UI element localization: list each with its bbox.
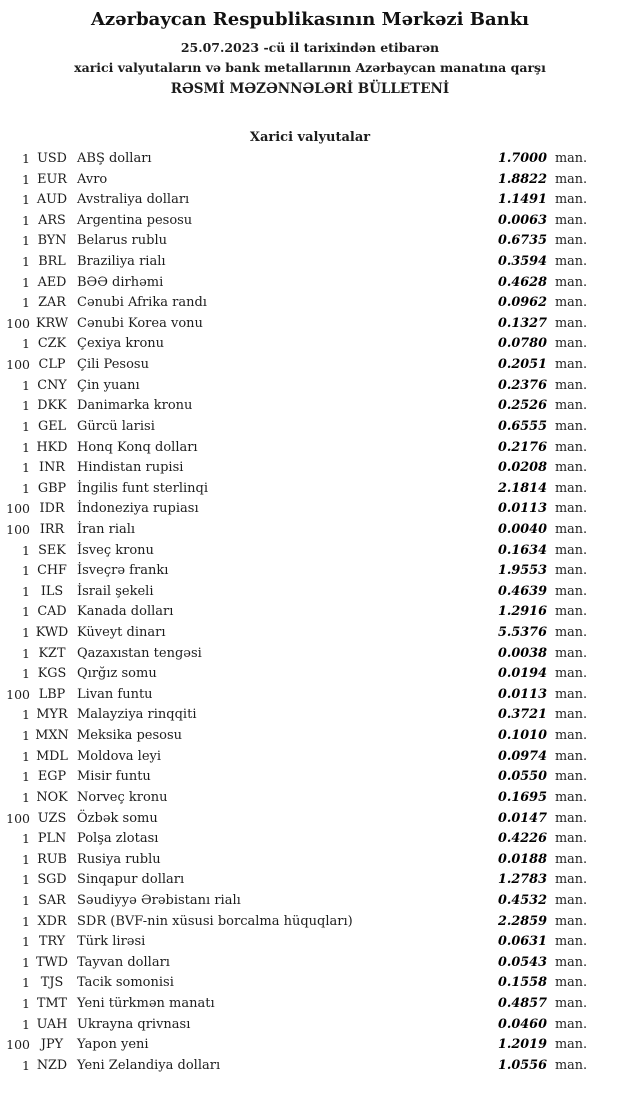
table-row xyxy=(4,376,612,397)
row-name: İsveç kronu xyxy=(77,542,154,558)
row-qty: 1 xyxy=(22,480,30,496)
row-unit: man. xyxy=(555,934,588,950)
table-row xyxy=(4,252,612,273)
row-name: Yeni Zelandiya dolları xyxy=(77,1057,221,1073)
row-qty: 100 xyxy=(6,357,30,373)
row-rate: 2.2859 xyxy=(498,913,547,929)
row-code: TJS xyxy=(40,975,64,991)
row-code: USD xyxy=(37,151,67,166)
table-row xyxy=(4,417,612,438)
row-unit: man. xyxy=(555,151,588,166)
row-code: IRR xyxy=(39,521,65,537)
row-qty: 1 xyxy=(22,212,30,228)
table-row xyxy=(4,1035,612,1056)
row-code: BRL xyxy=(38,254,66,270)
row-rate: 0.2376 xyxy=(498,377,547,393)
table-row xyxy=(4,231,612,252)
row-qty: 1 xyxy=(22,151,30,166)
row-name: Belarus rublu xyxy=(77,233,167,249)
table-row xyxy=(4,334,612,355)
table-row xyxy=(4,396,612,417)
row-rate: 1.7000 xyxy=(498,151,547,166)
row-rate: 0.0974 xyxy=(498,748,547,764)
row-rate: 0.2051 xyxy=(498,357,547,373)
row-qty: 100 xyxy=(6,1037,30,1053)
row-code: MYR xyxy=(36,707,68,723)
row-unit: man. xyxy=(555,439,588,455)
row-name: Türk lirəsi xyxy=(77,934,146,950)
row-name: Tacik somonisi xyxy=(77,975,174,991)
row-code: UAH xyxy=(36,1016,68,1032)
row-qty: 1 xyxy=(22,1057,30,1073)
table-row xyxy=(4,499,612,520)
row-qty: 1 xyxy=(22,542,30,558)
row-name: Argentina pesosu xyxy=(77,212,193,228)
row-name: Səudiyyə Ərəbistanı rialı xyxy=(77,892,241,908)
row-name: Qırğız somu xyxy=(77,666,157,682)
table-row xyxy=(4,149,612,170)
table-row xyxy=(4,870,612,891)
row-name: Çexiya kronu xyxy=(77,336,165,352)
row-code: GEL xyxy=(37,418,67,434)
row-qty: 1 xyxy=(22,254,30,270)
row-code: CAD xyxy=(37,604,67,620)
row-name: Braziliya rialı xyxy=(77,254,166,270)
row-name: İngilis funt sterlinqi xyxy=(77,480,208,496)
row-name: Yapon yeni xyxy=(77,1037,149,1053)
row-unit: man. xyxy=(555,542,588,558)
row-code: UZS xyxy=(37,810,67,826)
row-code: INR xyxy=(39,460,65,476)
row-name: Misir funtu xyxy=(77,769,151,785)
row-rate: 1.0556 xyxy=(498,1057,547,1073)
table-row xyxy=(4,973,612,994)
row-rate: 0.0147 xyxy=(498,810,547,826)
row-name: Gürcü larisi xyxy=(77,418,155,434)
row-name: Kanada dolları xyxy=(77,604,174,620)
row-name: Honq Konq dolları xyxy=(77,439,198,455)
row-rate: 0.0194 xyxy=(498,666,547,682)
row-unit: man. xyxy=(555,295,588,311)
rates-table xyxy=(4,149,612,1076)
row-qty: 1 xyxy=(22,892,30,908)
table-row xyxy=(4,644,612,665)
row-code: CHF xyxy=(37,563,67,579)
table-row xyxy=(4,314,612,335)
row-name: Danimarka kronu xyxy=(77,398,193,414)
row-unit: man. xyxy=(555,1037,588,1053)
row-qty: 100 xyxy=(6,315,30,331)
row-code: RUB xyxy=(37,851,67,867)
row-unit: man. xyxy=(555,398,588,414)
table-row xyxy=(4,541,612,562)
row-rate: 0.0962 xyxy=(498,295,547,311)
row-qty: 1 xyxy=(22,995,30,1011)
row-rate: 0.3721 xyxy=(498,707,547,723)
row-name: Hindistan rupisi xyxy=(77,460,184,476)
row-unit: man. xyxy=(555,831,588,847)
row-name: BƏƏ dirhəmi xyxy=(77,274,164,290)
row-rate: 0.1558 xyxy=(498,975,547,991)
row-unit: man. xyxy=(555,707,588,723)
row-qty: 1 xyxy=(22,604,30,620)
row-unit: man. xyxy=(555,975,588,991)
row-qty: 1 xyxy=(22,398,30,414)
row-unit: man. xyxy=(555,583,588,599)
row-rate: 0.4628 xyxy=(498,274,547,290)
row-code: PLN xyxy=(37,831,67,847)
row-rate: 0.0063 xyxy=(498,212,547,228)
row-name: İndoneziya rupiası xyxy=(77,501,199,517)
row-rate: 0.4532 xyxy=(498,892,547,908)
table-row xyxy=(4,561,612,582)
row-code: ZAR xyxy=(38,295,66,311)
row-rate: 0.1695 xyxy=(498,789,547,805)
row-name: Avstraliya dolları xyxy=(77,192,190,208)
table-row xyxy=(4,912,612,933)
row-name: İran rialı xyxy=(77,521,136,537)
row-rate: 0.0780 xyxy=(498,336,547,352)
row-rate: 0.2176 xyxy=(498,439,547,455)
row-rate: 0.1010 xyxy=(498,728,547,744)
row-rate: 0.0460 xyxy=(498,1016,547,1032)
row-code: BYN xyxy=(37,233,67,249)
row-code: KRW xyxy=(35,315,69,331)
table-row xyxy=(4,190,612,211)
row-rate: 0.4226 xyxy=(498,831,547,847)
row-rate: 0.4857 xyxy=(498,995,547,1011)
row-qty: 1 xyxy=(22,954,30,970)
row-unit: man. xyxy=(555,501,588,517)
row-qty: 100 xyxy=(6,810,30,826)
row-qty: 1 xyxy=(22,789,30,805)
effective-date-line: 25.07.2023 -cü il tarixindən etibarən xyxy=(180,40,440,55)
row-code: LBP xyxy=(38,686,66,702)
row-code: CZK xyxy=(37,336,67,352)
row-name: ABŞ dolları xyxy=(77,151,152,166)
row-unit: man. xyxy=(555,1016,588,1032)
table-row xyxy=(4,458,612,479)
row-rate: 0.0631 xyxy=(498,934,547,950)
row-unit: man. xyxy=(555,315,588,331)
row-qty: 100 xyxy=(6,521,30,537)
row-rate: 0.1327 xyxy=(498,315,547,331)
row-rate: 0.6555 xyxy=(498,418,547,434)
row-unit: man. xyxy=(555,604,588,620)
row-unit: man. xyxy=(555,686,588,702)
row-code: GBP xyxy=(37,480,67,496)
table-row xyxy=(4,623,612,644)
row-qty: 100 xyxy=(6,686,30,702)
row-rate: 0.1634 xyxy=(498,542,547,558)
row-unit: man. xyxy=(555,810,588,826)
row-unit: man. xyxy=(555,254,588,270)
row-unit: man. xyxy=(555,625,588,641)
table-row xyxy=(4,747,612,768)
row-qty: 1 xyxy=(22,295,30,311)
row-unit: man. xyxy=(555,728,588,744)
row-unit: man. xyxy=(555,377,588,393)
table-row xyxy=(4,664,612,685)
row-name: Qazaxıstan tengəsi xyxy=(77,645,202,661)
row-unit: man. xyxy=(555,563,588,579)
row-qty: 1 xyxy=(22,975,30,991)
row-code: XDR xyxy=(37,913,67,929)
row-unit: man. xyxy=(555,336,588,352)
bulletin-header xyxy=(0,0,620,97)
row-rate: 2.1814 xyxy=(498,480,547,496)
row-code: TWD xyxy=(36,954,68,970)
row-code: TRY xyxy=(38,934,66,950)
row-rate: 0.0113 xyxy=(498,501,547,517)
row-name: Livan funtu xyxy=(77,686,153,702)
table-row xyxy=(4,293,612,314)
row-code: SAR xyxy=(38,892,66,908)
subtitle-line: xarici valyutaların və bank metallarının Azərbaycan manatına qarşı xyxy=(74,60,546,75)
row-name: Meksika pesosu xyxy=(77,728,183,744)
row-qty: 1 xyxy=(22,583,30,599)
table-row xyxy=(4,726,612,747)
row-code: JPY xyxy=(40,1037,64,1053)
row-name: Cənubi Afrika randı xyxy=(77,295,207,311)
table-row xyxy=(4,767,612,788)
row-unit: man. xyxy=(555,995,588,1011)
row-qty: 1 xyxy=(22,171,30,187)
row-code: TMT xyxy=(36,995,68,1011)
table-row xyxy=(4,211,612,232)
table-row xyxy=(4,809,612,830)
row-unit: man. xyxy=(555,748,588,764)
row-qty: 1 xyxy=(22,336,30,352)
row-rate: 0.0188 xyxy=(498,851,547,867)
row-rate: 0.0543 xyxy=(498,954,547,970)
row-name: Çili Pesosu xyxy=(77,357,149,373)
row-code: MDL xyxy=(36,748,68,764)
table-row xyxy=(4,685,612,706)
row-rate: 0.4639 xyxy=(498,583,547,599)
row-qty: 1 xyxy=(22,645,30,661)
table-row xyxy=(4,705,612,726)
row-qty: 1 xyxy=(22,666,30,682)
row-unit: man. xyxy=(555,954,588,970)
row-code: IDR xyxy=(39,501,65,517)
row-qty: 1 xyxy=(22,851,30,867)
table-row xyxy=(4,355,612,376)
table-row xyxy=(4,850,612,871)
row-rate: 1.2019 xyxy=(498,1037,547,1053)
row-qty: 1 xyxy=(22,728,30,744)
row-qty: 1 xyxy=(22,913,30,929)
row-code: ARS xyxy=(38,212,66,228)
row-unit: man. xyxy=(555,480,588,496)
row-qty: 1 xyxy=(22,233,30,249)
row-rate: 1.2783 xyxy=(498,872,547,888)
row-unit: man. xyxy=(555,666,588,682)
row-rate: 1.9553 xyxy=(498,563,547,579)
row-rate: 0.2526 xyxy=(498,398,547,414)
bulletin-title: RƏSMİ MƏZƏNNƏLƏRİ BÜLLETENİ xyxy=(170,81,450,97)
row-unit: man. xyxy=(555,233,588,249)
row-name: Moldova leyi xyxy=(77,748,162,764)
row-unit: man. xyxy=(555,521,588,537)
row-code: KWD xyxy=(35,625,69,641)
row-code: KZT xyxy=(38,645,66,661)
row-qty: 1 xyxy=(22,707,30,723)
table-row xyxy=(4,438,612,459)
table-row xyxy=(4,1015,612,1036)
row-name: İsveçrə frankı xyxy=(77,563,169,579)
row-unit: man. xyxy=(555,851,588,867)
row-name: Norveç kronu xyxy=(77,789,168,805)
row-rate: 5.5376 xyxy=(498,625,547,641)
table-row xyxy=(4,788,612,809)
row-qty: 1 xyxy=(22,274,30,290)
row-code: CNY xyxy=(37,377,67,393)
page-title: Azərbaycan Respublikasının Mərkəzi Bankı xyxy=(90,9,530,30)
row-rate: 1.8822 xyxy=(498,171,547,187)
table-row xyxy=(4,582,612,603)
row-unit: man. xyxy=(555,1057,588,1073)
row-qty: 100 xyxy=(6,501,30,517)
row-name: İsrail şekeli xyxy=(77,583,154,599)
row-unit: man. xyxy=(555,357,588,373)
row-unit: man. xyxy=(555,192,588,208)
table-row xyxy=(4,994,612,1015)
row-name: Tayvan dolları xyxy=(77,954,170,970)
row-unit: man. xyxy=(555,460,588,476)
row-name: Avro xyxy=(77,171,108,187)
row-name: Küveyt dinarı xyxy=(77,625,166,641)
table-row xyxy=(4,1056,612,1077)
table-row xyxy=(4,520,612,541)
row-unit: man. xyxy=(555,171,588,187)
row-qty: 1 xyxy=(22,872,30,888)
row-rate: 0.0550 xyxy=(498,769,547,785)
section-title: Xarici valyutalar xyxy=(249,130,371,145)
row-qty: 1 xyxy=(22,192,30,208)
table-row xyxy=(4,170,612,191)
row-code: AED xyxy=(37,274,67,290)
row-unit: man. xyxy=(555,892,588,908)
row-name: Ukrayna qrivnası xyxy=(77,1016,191,1032)
row-rate: 1.2916 xyxy=(498,604,547,620)
row-qty: 1 xyxy=(22,934,30,950)
row-rate: 0.0113 xyxy=(498,686,547,702)
row-unit: man. xyxy=(555,418,588,434)
row-rate: 0.3594 xyxy=(498,254,547,270)
row-unit: man. xyxy=(555,212,588,228)
table-row xyxy=(4,953,612,974)
row-name: Polşa zlotası xyxy=(77,831,159,847)
table-row xyxy=(4,891,612,912)
row-name: Cənubi Korea vonu xyxy=(77,315,203,331)
row-code: HKD xyxy=(36,439,68,455)
table-row xyxy=(4,932,612,953)
row-qty: 1 xyxy=(22,625,30,641)
row-qty: 1 xyxy=(22,769,30,785)
row-qty: 1 xyxy=(22,418,30,434)
row-code: DKK xyxy=(37,398,67,414)
row-code: EGP xyxy=(37,769,67,785)
row-code: SEK xyxy=(38,542,66,558)
row-unit: man. xyxy=(555,274,588,290)
row-code: NZD xyxy=(36,1057,68,1073)
row-rate: 0.6735 xyxy=(498,233,547,249)
row-unit: man. xyxy=(555,789,588,805)
table-row xyxy=(4,479,612,500)
row-name: Yeni türkmən manatı xyxy=(77,995,215,1011)
row-code: NOK xyxy=(36,789,68,805)
row-rate: 0.0038 xyxy=(498,645,547,661)
row-qty: 1 xyxy=(22,377,30,393)
table-row xyxy=(4,273,612,294)
row-rate: 0.0040 xyxy=(498,521,547,537)
row-name: Çin yuanı xyxy=(77,377,140,393)
row-rate: 1.1491 xyxy=(498,192,547,208)
row-qty: 1 xyxy=(22,563,30,579)
row-qty: 1 xyxy=(22,748,30,764)
row-qty: 1 xyxy=(22,439,30,455)
row-rate: 0.0208 xyxy=(498,460,547,476)
row-qty: 1 xyxy=(22,831,30,847)
table-row xyxy=(4,602,612,623)
row-qty: 1 xyxy=(22,1016,30,1032)
row-code: KGS xyxy=(37,666,67,682)
row-name: Özbək somu xyxy=(77,810,158,826)
row-code: ILS xyxy=(40,583,64,599)
row-name: Rusiya rublu xyxy=(77,851,161,867)
row-name: SDR (BVF-nin xüsusi borcalma hüquqları) xyxy=(77,913,353,929)
row-code: SGD xyxy=(37,872,67,888)
table-row xyxy=(4,829,612,850)
row-name: Sinqapur dolları xyxy=(77,872,185,888)
row-qty: 1 xyxy=(22,460,30,476)
row-unit: man. xyxy=(555,769,588,785)
row-code: CLP xyxy=(38,357,66,373)
row-code: AUD xyxy=(36,192,68,208)
row-unit: man. xyxy=(555,872,588,888)
row-name: Malayziya rinqqiti xyxy=(77,707,197,723)
row-unit: man. xyxy=(555,645,588,661)
row-code: MXN xyxy=(35,728,69,744)
row-unit: man. xyxy=(555,913,588,929)
row-code: EUR xyxy=(37,171,67,187)
